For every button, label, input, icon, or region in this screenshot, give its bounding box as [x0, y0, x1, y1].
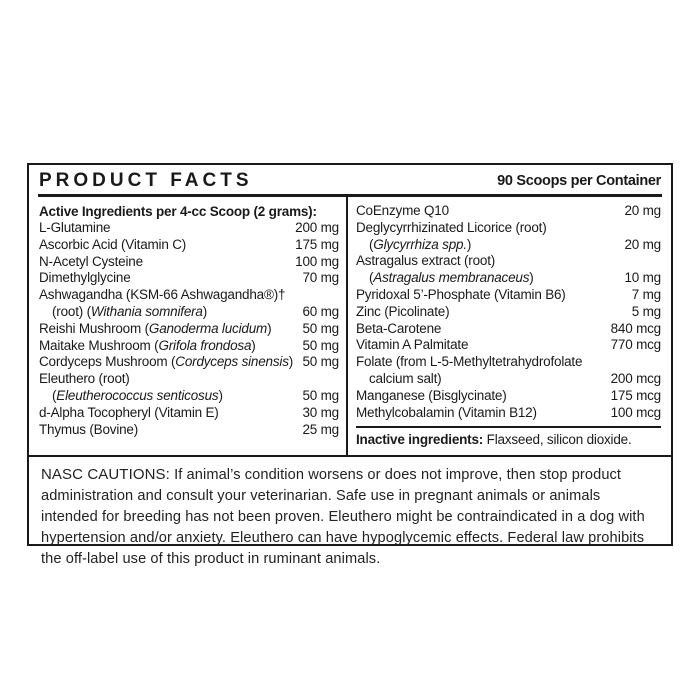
ingredient-name: (root) (Withania somnifera) — [52, 303, 208, 319]
ingredient-row — [356, 405, 661, 422]
ingredient-amount — [655, 220, 661, 237]
ingredient-name: Thymus (Bovine) — [39, 421, 139, 437]
ingredient-name: Folate (from L-5-Methyltetrahydrofolate — [356, 354, 583, 370]
ingredient-row — [356, 388, 661, 405]
nasc-cautions-label: NASC CAUTIONS: — [41, 466, 170, 483]
ingredient-row — [39, 287, 339, 304]
ingredient-row — [356, 253, 661, 270]
ingredient-amount: 100 mcg — [610, 404, 661, 420]
ingredient-amount: 20 mg — [624, 203, 661, 218]
ingredients-columns — [29, 197, 671, 455]
ingredient-name: Deglycyrrhizinated Licorice (root) — [356, 219, 547, 235]
nasc-cautions-text: If animal’s condition worsens or does not improve, then stop product administration and consult your veterinarian. Safe use in pregnant animals or animals intended for breeding has not been proven. Eleuthero might be contraindicated in a dog with hypertension and/or anxiety. Eleuthero can have hypoglycemic effects. Federal law prohibits the off-label use of this product in ruminant animals. — [41, 467, 645, 567]
ingredient-name: (Astragalus membranaceus) — [369, 270, 534, 286]
right-ingredient-rows — [356, 203, 661, 421]
ingredient-amount: 7 mg — [631, 286, 661, 302]
ingredient-amount: 840 mcg — [610, 320, 661, 336]
ingredient-amount: 200 mg — [295, 220, 339, 235]
servings-per-container: 90 Scoops per Container — [497, 173, 661, 189]
ingredient-amount — [655, 354, 661, 371]
ingredient-name: Cordyceps Mushroom (Cordyceps sinensis) — [39, 354, 294, 370]
ingredient-name: (Glycyrrhiza spp.) — [369, 236, 472, 252]
ingredient-amount — [655, 253, 661, 270]
ingredient-row — [356, 237, 661, 254]
ingredient-name: Zinc (Picolinate) — [356, 303, 450, 319]
product-facts-title: PRODUCT FACTS — [39, 170, 253, 191]
ingredient-name: CoEnzyme Q10 — [356, 203, 449, 218]
ingredient-row — [39, 270, 339, 287]
nasc-cautions — [29, 457, 671, 570]
ingredient-amount: 20 mg — [624, 236, 661, 252]
ingredient-row — [356, 337, 661, 354]
ingredient-row — [356, 371, 661, 388]
inactive-ingredients-text: Flaxseed, silicon dioxide. — [483, 432, 632, 448]
label-header — [29, 165, 671, 194]
ingredient-amount: 50 mg — [302, 320, 339, 336]
ingredient-amount: 200 mcg — [610, 370, 661, 386]
ingredient-row — [356, 321, 661, 338]
left-ingredient-rows — [39, 220, 339, 438]
ingredient-name: Vitamin A Palmitate — [356, 337, 469, 353]
ingredient-name: Ascorbic Acid (Vitamin C) — [39, 236, 187, 252]
ingredient-name: Maitake Mushroom (Grifola frondosa) — [39, 337, 256, 353]
ingredient-row — [356, 354, 661, 371]
ingredient-row — [39, 321, 339, 338]
ingredient-amount: 50 mg — [302, 354, 339, 370]
ingredient-row — [356, 287, 661, 304]
ingredient-name: Eleuthero (root) — [39, 371, 130, 387]
ingredient-name: Manganese (Bisglycinate) — [356, 387, 507, 403]
ingredient-row — [39, 354, 339, 371]
ingredient-amount: 175 mg — [295, 236, 339, 252]
ingredient-row — [39, 371, 339, 388]
inactive-ingredients-label: Inactive ingredients: — [356, 432, 484, 448]
ingredient-row — [39, 422, 339, 439]
ingredient-name: calcium salt) — [369, 370, 442, 386]
ingredient-amount: 30 mg — [302, 404, 339, 420]
inactive-ingredients — [356, 428, 661, 449]
ingredient-name: (Eleutherococcus senticosus) — [52, 387, 223, 403]
active-ingredients-header: Active Ingredients per 4-cc Scoop (2 grams): — [39, 204, 317, 219]
ingredient-amount: 175 mcg — [610, 387, 661, 403]
ingredient-amount: 770 mcg — [610, 337, 661, 353]
ingredient-name: Ashwagandha (KSM-66 Ashwagandha®)† — [39, 287, 286, 303]
ingredients-column-right — [348, 197, 671, 455]
ingredient-amount: 100 mg — [295, 253, 339, 269]
ingredient-amount: 70 mg — [302, 270, 339, 286]
ingredient-name: N-Acetyl Cysteine — [39, 253, 143, 269]
ingredient-name: d-Alpha Tocopheryl (Vitamin E) — [39, 404, 219, 420]
ingredient-amount: 60 mg — [302, 303, 339, 319]
ingredient-amount — [333, 371, 339, 388]
ingredient-amount: 10 mg — [624, 270, 661, 286]
ingredient-row — [39, 405, 339, 422]
ingredient-row — [356, 270, 661, 287]
ingredient-row — [356, 220, 661, 237]
ingredient-amount: 50 mg — [302, 337, 339, 353]
ingredient-name: Methylcobalamin (Vitamin B12) — [356, 404, 537, 420]
ingredient-row — [356, 304, 661, 321]
ingredient-row — [356, 203, 661, 220]
ingredient-row — [39, 220, 339, 237]
ingredient-name: Astragalus extract (root) — [356, 253, 496, 269]
product-facts-label — [27, 163, 673, 567]
ingredient-row — [39, 237, 339, 254]
ingredient-row — [39, 388, 339, 405]
ingredient-name: L-Glutamine — [39, 220, 111, 235]
ingredient-name: Pyridoxal 5’-Phosphate (Vitamin B6) — [356, 286, 566, 302]
ingredient-name: Beta-Carotene — [356, 320, 442, 336]
ingredient-name: Dimethylglycine — [39, 270, 131, 286]
ingredient-amount — [333, 287, 339, 304]
ingredient-row — [39, 338, 339, 355]
ingredients-column-left — [29, 197, 346, 455]
ingredient-amount: 25 mg — [302, 421, 339, 437]
ingredient-amount: 5 mg — [631, 303, 661, 319]
ingredient-row — [39, 304, 339, 321]
ingredient-row — [39, 254, 339, 271]
ingredient-name: Reishi Mushroom (Ganoderma lucidum) — [39, 320, 272, 336]
ingredient-amount: 50 mg — [302, 387, 339, 403]
